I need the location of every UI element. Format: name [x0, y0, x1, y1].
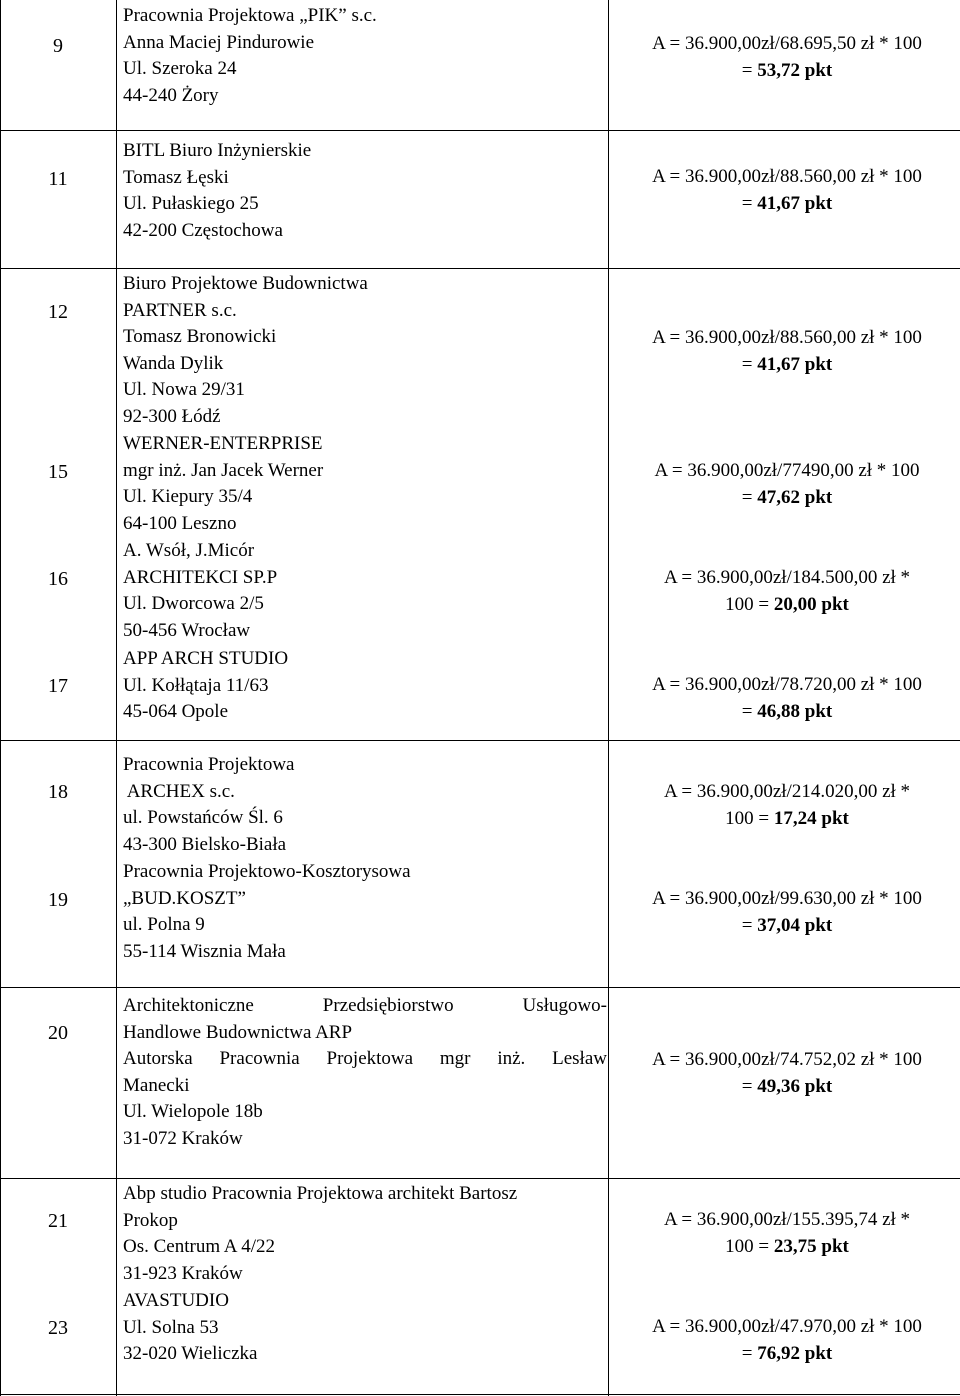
firm-line: A. Wsół, J.Micór — [123, 540, 255, 561]
row-divider — [0, 987, 960, 988]
table-border-bottom — [0, 1394, 960, 1395]
score-formula: A = 36.900,00zł/155.395,74 zł * — [663, 1209, 911, 1230]
score-formula: A = 36.900,00zł/184.500,00 zł * — [663, 567, 911, 588]
firm-line: 43-300 Bielsko-Biała — [123, 833, 287, 855]
score-equals: 100 = — [725, 1235, 774, 1257]
score-result: 37,04 pkt — [757, 914, 833, 936]
firm-line: Pracownia Projektowo-Kosztorysowa — [123, 861, 411, 882]
firm-line: Anna Maciej Pindurowie — [123, 31, 315, 53]
firm-line: Ul. Pułaskiego 25 — [123, 193, 259, 215]
firm-line: 50-456 Wrocław — [123, 619, 251, 641]
firm-line: APP ARCH STUDIO — [123, 648, 289, 669]
firm-line: Ul. Solna 53 — [123, 1316, 219, 1338]
firm-line: ARCHEX s.c. — [123, 780, 235, 802]
firm-details — [123, 646, 607, 726]
score-equals: = — [741, 486, 758, 508]
firm-line: 31-072 Kraków — [123, 1127, 243, 1149]
firm-line: Architektoniczne Przedsiębiorstwo Usługowo- — [123, 995, 607, 1016]
score-calculation — [614, 458, 960, 511]
firm-line: Ul. Szeroka 24 — [123, 58, 237, 80]
firm-line: Ul. Kiepury 35/4 — [123, 486, 253, 508]
score-result: 23,75 pkt — [773, 1235, 849, 1257]
score-formula: A = 36.900,00zł/47.970,00 zł * 100 — [652, 1316, 922, 1337]
firm-line: Ul. Wielopole 18b — [123, 1101, 263, 1123]
row-number: 21 — [48, 1210, 68, 1232]
row-divider — [0, 268, 960, 269]
firm-details — [123, 859, 607, 965]
firm-details — [123, 993, 607, 1153]
score-calculation — [614, 1207, 960, 1260]
score-formula: A = 36.900,00zł/99.630,00 zł * 100 — [652, 888, 922, 909]
firm-line: Ul. Kołłątaja 11/63 — [123, 674, 269, 696]
firm-line: 55-114 Wisznia Mała — [123, 940, 286, 962]
score-calculation — [614, 31, 960, 84]
score-equals: = — [741, 353, 758, 375]
row-number: 23 — [48, 1317, 68, 1339]
firm-line: 32-020 Wieliczka — [123, 1343, 258, 1365]
firm-line: 45-064 Opole — [123, 701, 229, 723]
firm-line: Prokop — [123, 1209, 178, 1231]
firm-details — [123, 431, 607, 537]
score-result: 53,72 pkt — [757, 59, 833, 81]
score-formula: A = 36.900,00zł/88.560,00 zł * 100 — [652, 327, 922, 348]
score-result: 76,92 pkt — [757, 1342, 833, 1364]
firm-line: Wanda Dylik — [123, 352, 224, 374]
firm-line: AVASTUDIO — [123, 1290, 229, 1311]
score-equals: = — [741, 1342, 758, 1364]
row-number: 12 — [48, 301, 68, 323]
firm-line: ul. Powstańców Śl. 6 — [123, 807, 283, 829]
firm-line: mgr inż. Jan Jacek Werner — [123, 459, 324, 481]
score-equals: = — [741, 192, 758, 214]
row-number: 17 — [48, 675, 68, 697]
firm-line: Pracownia Projektowa — [123, 754, 295, 775]
row-number: 11 — [48, 168, 68, 190]
score-formula: A = 36.900,00zł/74.752,02 zł * 100 — [652, 1049, 922, 1070]
row-number: 20 — [48, 1022, 68, 1044]
firm-line: ARCHITEKCI SP.P — [123, 566, 278, 588]
firm-line: BITL Biuro Inżynierskie — [123, 140, 312, 161]
score-calculation — [614, 1047, 960, 1100]
row-number: 16 — [48, 568, 68, 590]
row-divider — [0, 740, 960, 741]
firm-line: Pracownia Projektowa „PIK” s.c. — [123, 5, 377, 26]
firm-details — [123, 3, 607, 109]
firm-line: Handlowe Budownictwa ARP — [123, 1021, 353, 1043]
score-result: 20,00 pkt — [773, 593, 849, 615]
score-result: 49,36 pkt — [757, 1075, 833, 1097]
score-calculation — [614, 886, 960, 939]
firm-line: Ul. Dworcowa 2/5 — [123, 593, 264, 615]
score-calculation — [614, 164, 960, 217]
column-divider-2 — [608, 0, 609, 1396]
firm-details — [123, 1181, 607, 1287]
column-divider-1 — [116, 0, 117, 1396]
firm-details — [123, 138, 607, 244]
firm-line: Autorska Pracownia Projektowa mgr inż. Lesław — [123, 1048, 607, 1070]
firm-line: Manecki — [123, 1074, 190, 1096]
score-formula: A = 36.900,00zł/88.560,00 zł * 100 — [652, 166, 922, 187]
firm-line: Abp studio Pracownia Projektowa architekt Bartosz — [123, 1183, 518, 1204]
row-divider — [0, 1178, 960, 1179]
firm-line: Os. Centrum A 4/22 — [123, 1236, 276, 1258]
firm-line: Tomasz Bronowicki — [123, 326, 277, 348]
row-number: 9 — [53, 35, 63, 57]
firm-details — [123, 752, 607, 858]
score-formula: A = 36.900,00zł/68.695,50 zł * 100 — [652, 33, 922, 54]
score-equals: = — [741, 700, 758, 722]
score-equals: 100 = — [725, 593, 774, 615]
firm-line: ul. Polna 9 — [123, 914, 205, 936]
score-formula: A = 36.900,00zł/77490,00 zł * 100 — [654, 460, 920, 481]
firm-details — [123, 271, 607, 431]
row-number: 19 — [48, 889, 68, 911]
row-number: 15 — [48, 461, 68, 483]
row-divider — [0, 130, 960, 131]
score-equals: = — [741, 1075, 758, 1097]
firm-line: 92-300 Łódź — [123, 405, 221, 427]
firm-line: „BUD.KOSZT” — [123, 887, 246, 909]
firm-line: 31-923 Kraków — [123, 1262, 243, 1284]
firm-line: 44-240 Żory — [123, 84, 219, 106]
firm-details — [123, 538, 607, 644]
score-formula: A = 36.900,00zł/78.720,00 zł * 100 — [652, 674, 922, 695]
row-number: 18 — [48, 781, 68, 803]
score-result: 41,67 pkt — [757, 353, 833, 375]
firm-line: WERNER-ENTERPRISE — [123, 433, 323, 454]
score-calculation — [614, 1314, 960, 1367]
firm-line: 64-100 Leszno — [123, 512, 237, 534]
score-result: 17,24 pkt — [773, 807, 849, 829]
firm-line: 42-200 Częstochowa — [123, 219, 283, 241]
score-equals: 100 = — [725, 807, 774, 829]
firm-line: Ul. Nowa 29/31 — [123, 379, 245, 401]
firm-line: Biuro Projektowe Budownictwa — [123, 273, 368, 294]
score-formula: A = 36.900,00zł/214.020,00 zł * — [663, 781, 911, 802]
score-calculation — [614, 325, 960, 378]
firm-line: PARTNER s.c. — [123, 299, 237, 321]
score-result: 41,67 pkt — [757, 192, 833, 214]
score-equals: = — [741, 914, 758, 936]
score-calculation — [614, 779, 960, 832]
score-calculation — [614, 565, 960, 618]
firm-details — [123, 1288, 607, 1368]
score-result: 47,62 pkt — [757, 486, 833, 508]
score-result: 46,88 pkt — [757, 700, 833, 722]
score-calculation — [614, 672, 960, 725]
score-equals: = — [741, 59, 758, 81]
firm-line: Tomasz Łęski — [123, 166, 229, 188]
